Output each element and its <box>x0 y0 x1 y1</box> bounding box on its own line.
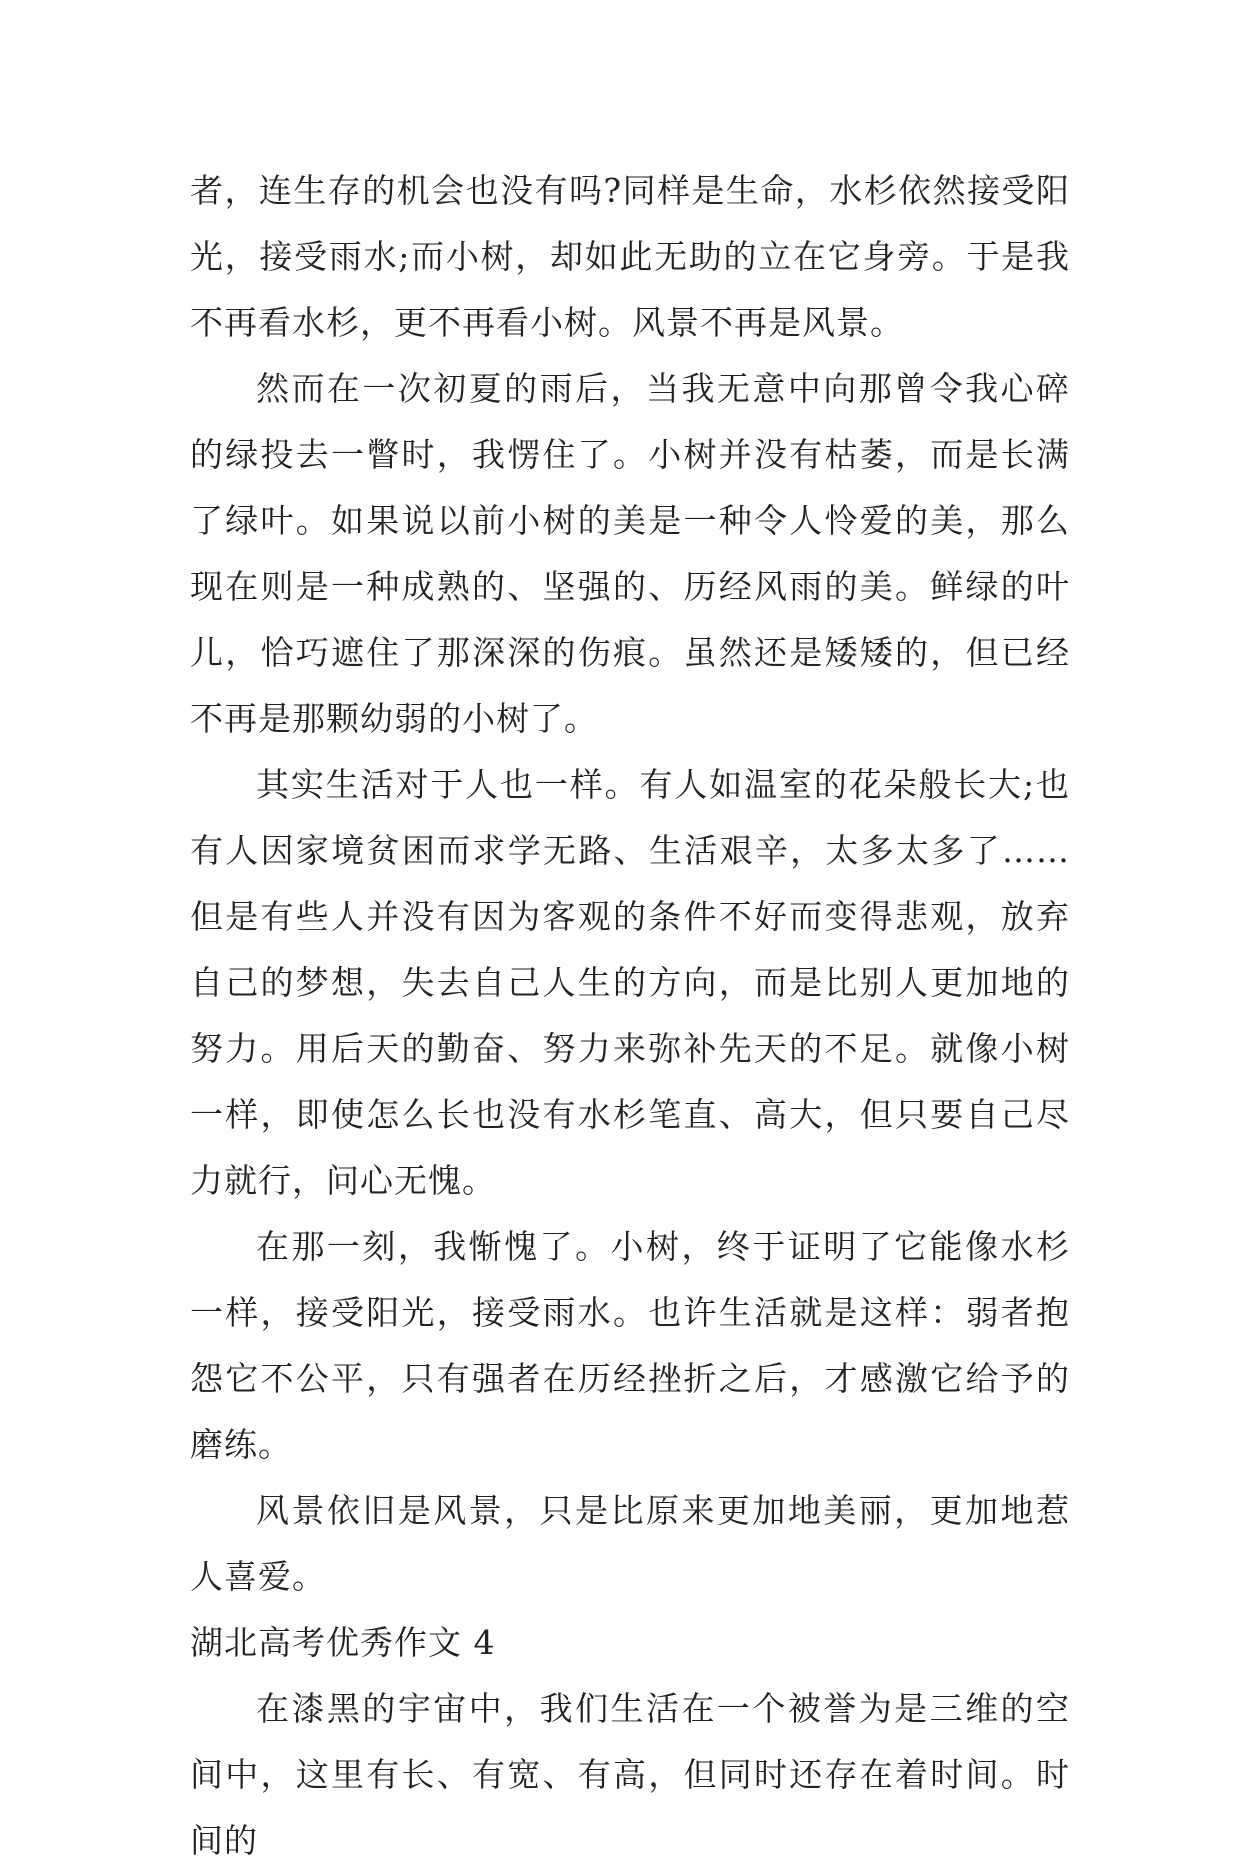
paragraph-2: 然而在一次初夏的雨后，当我无意中向那曾令我心碎的绿投去一瞥时，我愣住了。小树并没有枯萎，而是长满了绿叶。如果说以前小树的美是一种令人怜爱的美，那么现在则是一种成熟的、坚强的、历经风雨的美。鲜绿的叶儿，恰巧遮住了那深深的伤痕。虽然还是矮矮的，但已经不再是那颗幼弱的小树了。 <box>190 369 1070 738</box>
paragraph-4: 在那一刻，我惭愧了。小树，终于证明了它能像水杉一样，接受阳光，接受雨水。也许生活就是这样：弱者抱怨它不公平，只有强者在历经挫折之后，才感激它给予的磨练。 <box>190 1227 1070 1464</box>
paragraph-continuation: 者，连生存的机会也没有吗?同样是生命，水杉依然接受阳光，接受雨水;而小树，却如此无助的立在它身旁。于是我不再看水杉，更不再看小树。风景不再是风景。 <box>190 171 1070 342</box>
document-body <box>190 158 1070 1874</box>
section-heading: 湖北高考优秀作文 4 <box>190 1623 496 1662</box>
paragraph-5: 风景依旧是风景，只是比原来更加地美丽，更加地惹人喜爱。 <box>190 1491 1070 1596</box>
paragraph-3: 其实生活对于人也一样。有人如温室的花朵般长大;也有人因家境贫困而求学无路、生活艰辛，太多太多了……但是有些人并没有因为客观的条件不好而变得悲观，放弃自己的梦想，失去自己人生的方向，而是比别人更加地的努力。用后天的勤奋、努力来弥补先天的不足。就像小树一样，即使怎么长也没有水杉笔直、高大，但只要自己尽力就行，问心无愧。 <box>190 765 1070 1200</box>
paragraph-6: 在漆黑的宇宙中，我们生活在一个被誉为是三维的空间中，这里有长、有宽、有高，但同时还存在着时间。时间的 <box>190 1689 1070 1860</box>
